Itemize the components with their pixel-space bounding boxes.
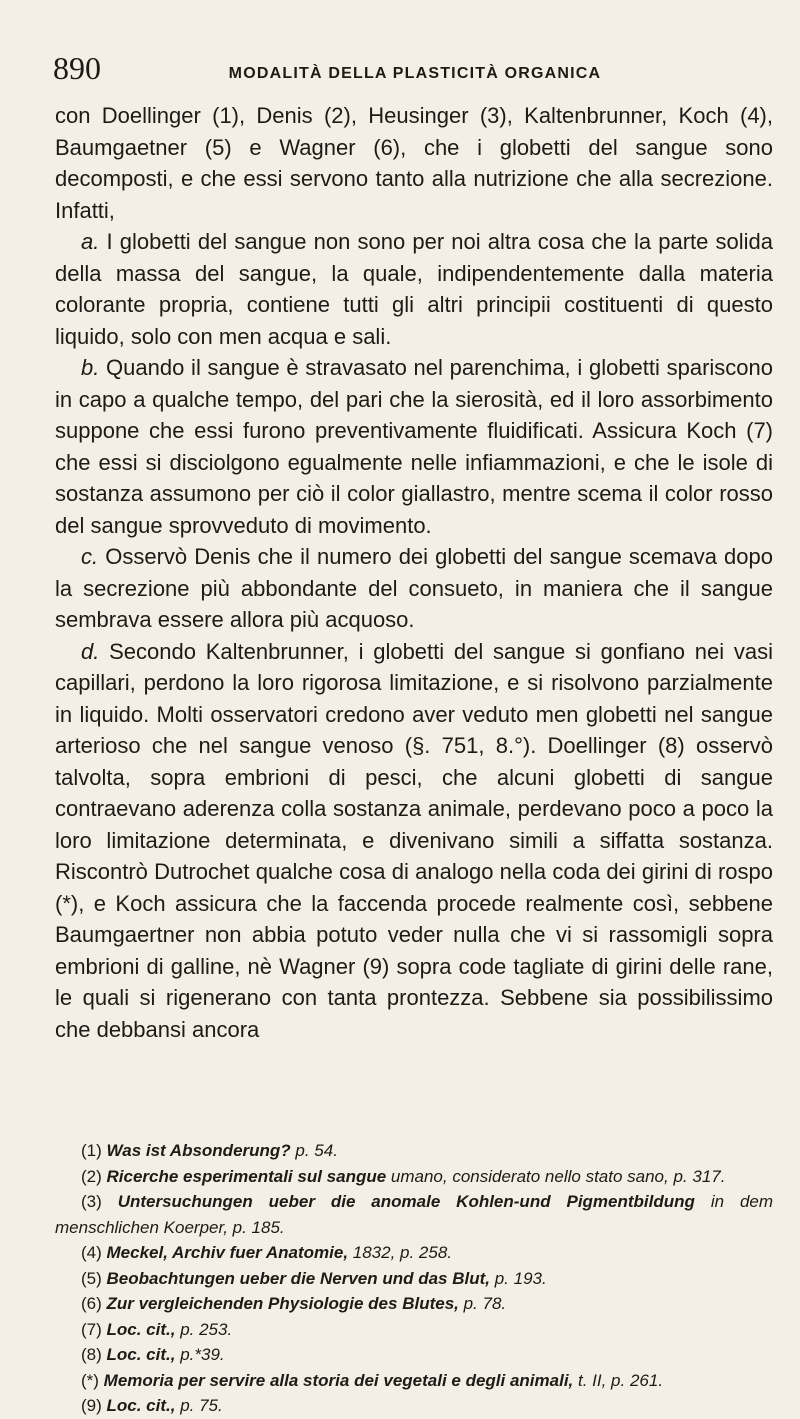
- item-text-a: I globetti del sangue non sono per noi altra cosa che la parte solida della massa del sangue, la quale, indipendentemente dalla materia colorante propria, contiene tutti gli altri principii costituenti di questo liquido, solo con men acqua e sali.: [55, 229, 773, 349]
- footnote-mark: (1): [81, 1141, 107, 1160]
- footnote: [55, 1164, 773, 1190]
- footnote-tail: p. 78.: [458, 1294, 507, 1313]
- footnote-title: Was ist Absonderung?: [106, 1141, 291, 1160]
- footnote: [55, 1317, 773, 1343]
- footnote-mark: (6): [81, 1294, 107, 1313]
- footnote-tail: p. 193.: [490, 1268, 547, 1288]
- footnote-tail: 1832, p. 258.: [348, 1243, 453, 1262]
- footnote: [55, 1368, 773, 1394]
- footnote-mark: (9): [81, 1396, 107, 1415]
- item-text-b: Quando il sangue è stravasato nel parenchima, i globetti spariscono in capo a qualche tempo, del pari che la sierosità, ed il loro assorbimento suppone che essi furono preventivamente fluidificati. Assicura Koch (7) che essi si disciolgono egualmente nelle infiammazioni, e che le isole di sostanza assumono per ciò il color giallastro, mentre scema il color rosso del sangue sprovveduto di movimento.: [55, 355, 773, 538]
- footnote-title: Untersuchungen ueber die anomale Kohlen-und Pigmentbildung: [117, 1192, 695, 1211]
- footnote-tail: p. 253.: [175, 1319, 233, 1339]
- item-text-d: Secondo Kaltenbrunner, i globetti del sangue si gonfiano nei vasi capillari, perdono la loro rigorosa limitazione, e si risolvono parzialmente in liquido. Molti osservatori credono aver veduto men globetti nel sangue arterioso che nel sangue venoso (§. 751, 8.°). Doellinger (8) osservò talvolta, sopra embrioni di pesci, che alcuni globetti di sangue contraevano aderenza colla sostanza animale, perdevano poco a poco la loro limitazione determinata, e divenivano simili a siffatta sostanza. Riscontrò Dutrochet qualche cosa di analogo nella coda dei girini di rospo (*), e Koch assicura che la faccenda procede realmente così, sebbene Baumgaertner non abbia potuto veder nulla che vi si rassomigli sopra embrioni di galline, nè Wagner (9) sopra code tagliate di girini delle rane, le quali si rigenerano con tanta prontezza. Sebbene sia possibilissimo che debbansi ancora: [55, 638, 773, 1042]
- footnote-title: Beobachtungen ueber die Nerven und das Blut,: [106, 1268, 490, 1288]
- footnote-title: Zur vergleichenden Physiologie des Blutes,: [106, 1294, 459, 1313]
- footnote-mark: (*): [81, 1370, 104, 1390]
- footnote: [55, 1240, 773, 1266]
- paragraph-b: [55, 352, 773, 541]
- running-head: MODALITÀ DELLA PLASTICITÀ ORGANICA: [228, 65, 602, 82]
- footnote-tail: in dem menschlichen Koerper, p. 185.: [55, 1192, 774, 1237]
- footnote-tail: p. 54.: [290, 1141, 338, 1160]
- footnote-tail: p. 75.: [175, 1396, 223, 1415]
- item-letter-b: b.: [81, 355, 100, 380]
- footnote: [55, 1393, 773, 1419]
- footnote-tail: t. II, p. 261.: [573, 1370, 664, 1390]
- footnote-title: Meckel, Archiv fuer Anatomie,: [106, 1243, 349, 1262]
- paragraph-c: [55, 541, 773, 636]
- footnote-title: Loc. cit.,: [106, 1319, 176, 1339]
- footnote-title: Loc. cit.,: [106, 1396, 176, 1415]
- footnote-title: Memoria per servire alla storia dei vegetali e degli animali,: [103, 1370, 574, 1390]
- item-letter-d: d.: [81, 638, 100, 664]
- page-number: 890: [53, 50, 101, 86]
- footnote-mark: (5): [81, 1268, 107, 1288]
- item-letter-c: c.: [81, 544, 99, 569]
- footnote-tail: umano, considerato nello stato sano, p. 317.: [386, 1166, 726, 1186]
- item-text-c: Osservò Denis che il numero dei globetti del sangue scemava dopo la secrezione più abbondante del consueto, in maniera che il sangue sembrava essere allora più acquoso.: [55, 544, 773, 632]
- footnote: [55, 1266, 773, 1292]
- footnote: [55, 1189, 773, 1240]
- footnote-mark: (4): [81, 1243, 107, 1262]
- footnote-mark: (7): [81, 1319, 107, 1339]
- footnote: [55, 1342, 773, 1368]
- paragraph-a: [55, 226, 773, 352]
- footnote-tail: p.*39.: [175, 1345, 225, 1364]
- item-letter-a: a.: [81, 229, 100, 254]
- paragraph-d: [55, 636, 773, 1046]
- main-text: [55, 100, 773, 1045]
- footnote-mark: (3): [81, 1192, 118, 1211]
- paragraph-opening: con Doellinger (1), Denis (2), Heusinger (3), Kaltenbrunner, Koch (4), Baumgaetner (5) e Wagner (6), che i globetti del sangue sono decomposti, e che essi servono tanto alla nutrizione che alla secrezione. Infatti,: [55, 103, 773, 223]
- footnote: [55, 1138, 773, 1164]
- footnote-mark: (2): [81, 1166, 107, 1186]
- footnote: [55, 1291, 773, 1317]
- footnote-title: Loc. cit.,: [106, 1345, 176, 1364]
- footnote-title: Ricerche esperimentali sul sangue: [106, 1166, 387, 1186]
- footnotes: [55, 1138, 773, 1419]
- footnote-mark: (8): [81, 1345, 107, 1364]
